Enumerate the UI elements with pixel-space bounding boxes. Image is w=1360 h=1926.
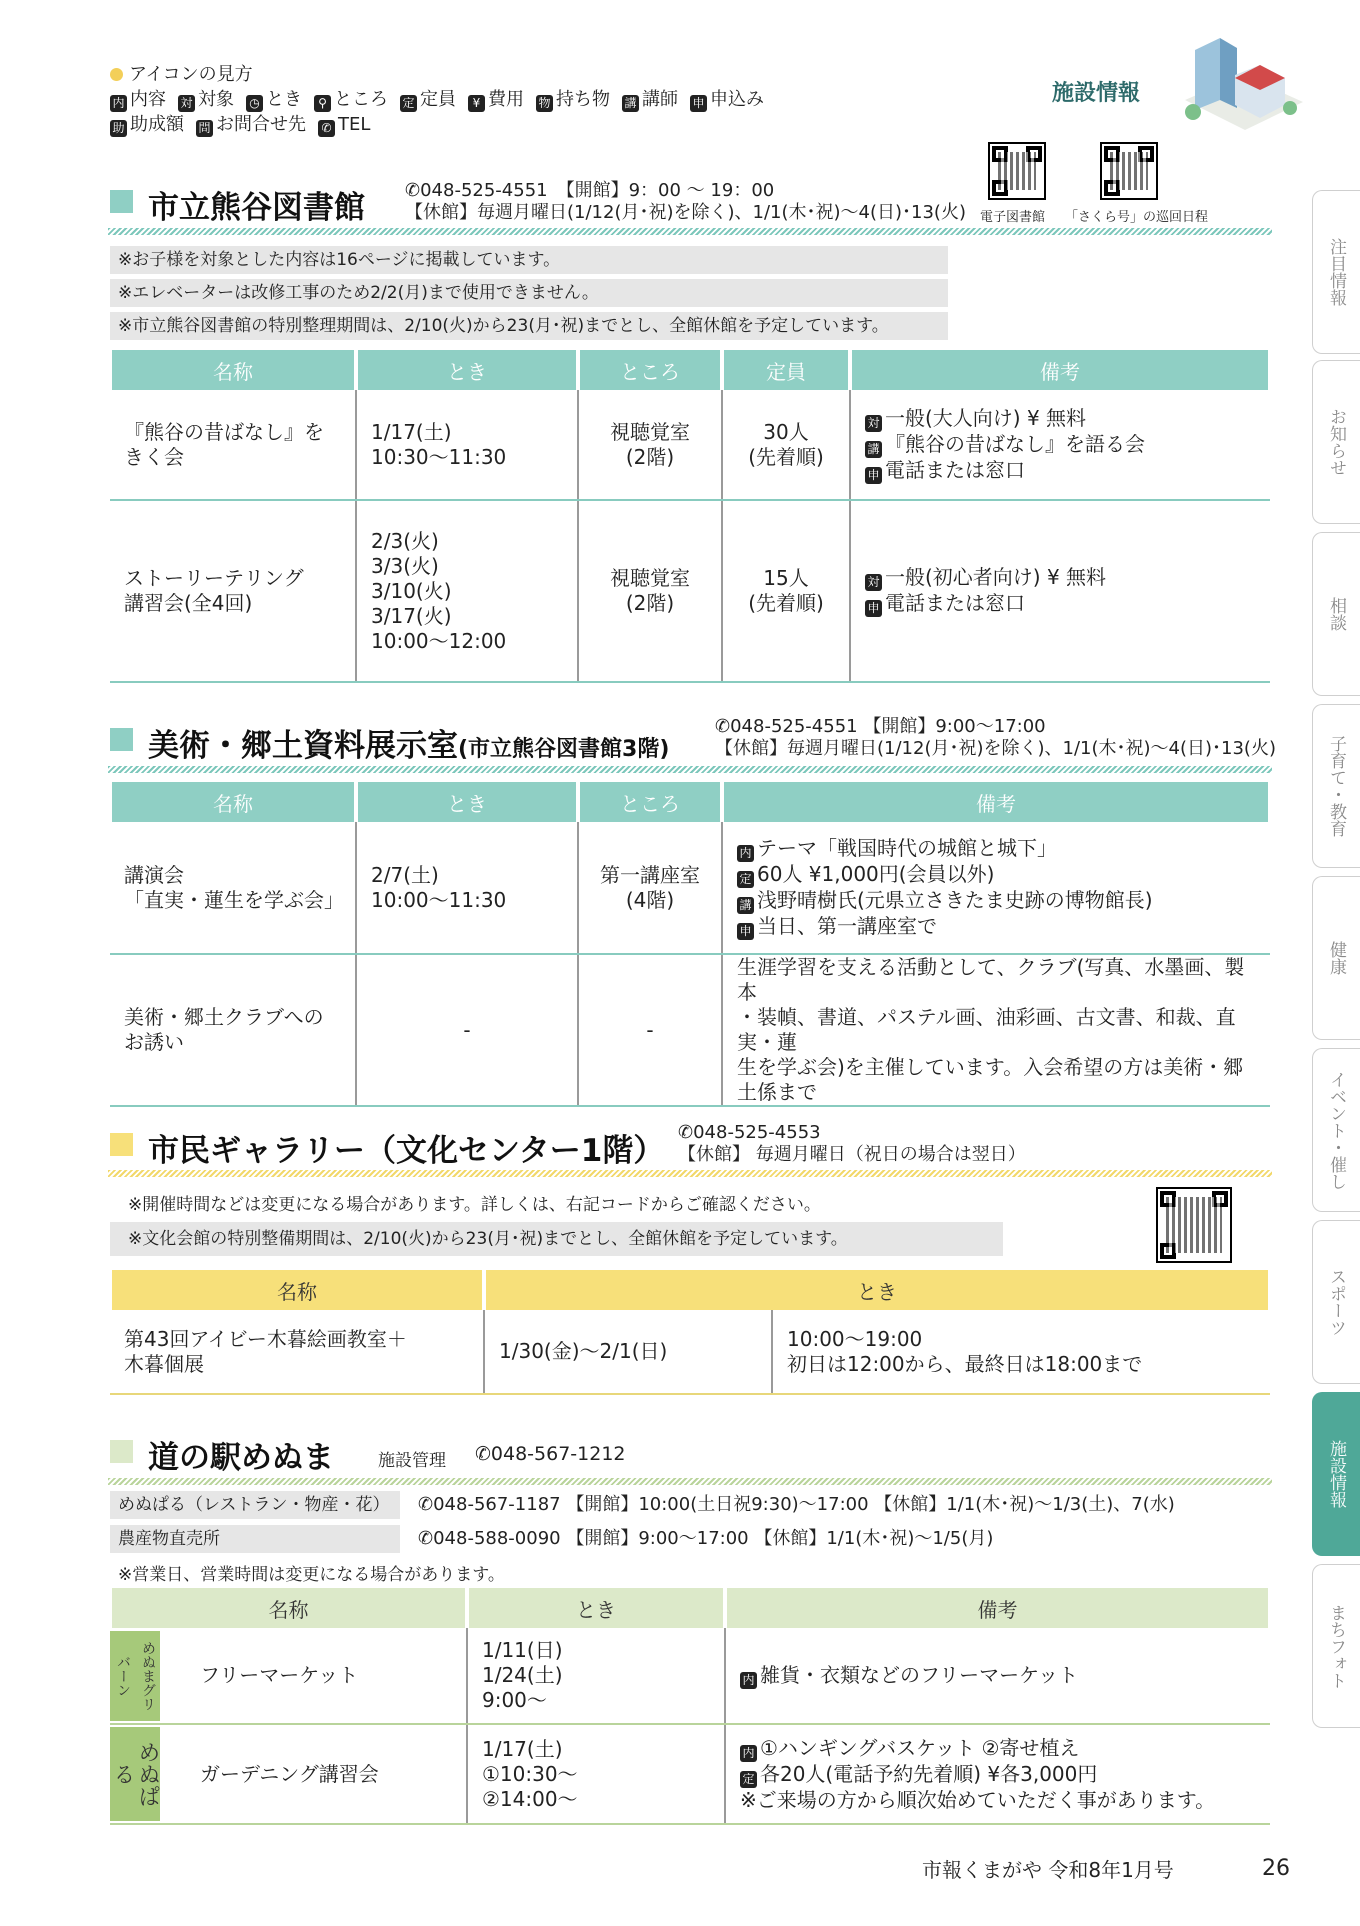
cell-line: - <box>463 1017 471 1042</box>
cell-line: 10:00～19:00 <box>787 1326 923 1351</box>
legend-label: 助成額 <box>130 114 184 135</box>
column-header: とき <box>356 350 578 390</box>
legend-icon: ⚲ <box>314 95 331 112</box>
hours: 【開館】9:00～17:00 <box>863 716 1046 737</box>
legend-label: 持ち物 <box>556 89 610 110</box>
note-icon: 申 <box>865 467 882 484</box>
cell-line: 2/3(火) <box>371 528 439 553</box>
michi-contact <box>475 1443 626 1465</box>
column-header: 名称 <box>110 782 356 822</box>
cell <box>356 390 578 500</box>
note-line <box>740 1663 1256 1689</box>
header-row <box>110 1270 1270 1310</box>
bullet-icon <box>110 68 123 81</box>
note-line <box>865 406 1256 432</box>
facility-info: ✆048-588-0090 【開館】9:00～17:00 【休館】1/1(木･祝)～1/5(月) <box>418 1528 994 1549</box>
tel: 048-567-1212 <box>490 1443 626 1465</box>
closed-days: 【休館】毎週月曜日(1/12(月･祝)を除く)、1/1(木･祝)～4(日)･13(火) <box>405 202 966 223</box>
cell-line: 3/17(火) <box>371 603 452 628</box>
note-line <box>737 836 1256 862</box>
tab-6[interactable]: スポーツ <box>1312 1220 1360 1384</box>
legend-icon: 申 <box>690 95 707 112</box>
closed-days: 【休館】毎週月曜日(1/12(月･祝)を除く)、1/1(木･祝)～4(日)･13(火) <box>715 738 1276 759</box>
table-row <box>110 1628 1270 1724</box>
legend-item <box>178 89 234 110</box>
qr-label: 「さくら号」の巡回日程 <box>1065 210 1209 225</box>
column-header: 名称 <box>110 350 356 390</box>
note-line <box>740 1736 1256 1762</box>
column-header: とき <box>467 1588 725 1628</box>
phone-icon: ✆ <box>418 1494 434 1515</box>
legend-label: 費用 <box>488 89 524 110</box>
legend-icon: ◷ <box>246 95 263 112</box>
column-header: 備考 <box>722 782 1270 822</box>
legend-label: 講師 <box>642 89 678 110</box>
facility-name: めぬぱる（レストラン・物産・花） <box>110 1491 400 1519</box>
legend-label: とき <box>266 89 302 110</box>
column-header: 備考 <box>725 1588 1270 1628</box>
cell-line: (4階) <box>625 887 675 912</box>
legend-icon: 助 <box>110 120 127 137</box>
note-icon: 対 <box>865 574 882 591</box>
note-line <box>737 914 1256 940</box>
phone-icon: ✆ <box>678 1122 694 1143</box>
cell-line: 講習会(全4回) <box>124 591 253 615</box>
cell-line: 視聴覚室 <box>610 419 690 444</box>
table-row <box>110 822 1270 954</box>
note-text: 一般(大人向け) ¥ 無料 <box>885 405 1087 430</box>
cell-line: ストーリーテリング <box>124 566 304 590</box>
icon-legend <box>110 62 776 137</box>
table-row <box>110 390 1270 500</box>
divider <box>108 766 1272 773</box>
legend-label: 内容 <box>130 89 166 110</box>
tab-0[interactable]: 注目情報 <box>1312 190 1360 354</box>
header-row <box>110 1588 1270 1628</box>
section-title: 美術・郷土資料展示室(市立熊谷図書館3階) <box>148 728 670 764</box>
note-line <box>737 955 1256 1005</box>
note-icon: 対 <box>865 415 882 432</box>
cell <box>467 1724 725 1824</box>
note-line <box>737 1055 1256 1080</box>
legend-icon: 講 <box>622 95 639 112</box>
column-header: 定員 <box>722 350 850 390</box>
note: ※開催時間などは変更になる場合があります。詳しくは、右記コードからご確認ください。 <box>128 1195 821 1215</box>
notes-cell <box>850 390 1270 500</box>
legend-item <box>196 114 306 135</box>
note-line <box>737 888 1256 914</box>
notes-cell <box>725 1628 1270 1724</box>
table-row <box>110 1724 1270 1824</box>
notes-cell <box>725 1724 1270 1824</box>
note-text: 電話または窓口 <box>885 591 1025 615</box>
legend-icon: ¥ <box>468 95 485 112</box>
legend-item <box>110 114 184 135</box>
note-line <box>865 591 1256 617</box>
tel: 048-525-4551 <box>730 716 858 737</box>
cell-line: 1/17(土) <box>371 419 452 444</box>
note-icon: 定 <box>740 1771 757 1788</box>
legend-label: TEL <box>338 114 371 135</box>
cell-line: 3/10(火) <box>371 578 452 603</box>
note-line <box>737 1080 1256 1105</box>
note-text: 当日、第一講座室で <box>757 913 937 938</box>
tab-2[interactable]: 相談 <box>1312 532 1360 696</box>
note-icon: 定 <box>737 871 754 888</box>
cell-line: ①10:30～ <box>481 1761 578 1786</box>
note-icon: 申 <box>737 923 754 940</box>
section-marker <box>110 1440 133 1463</box>
qr-code-ebook[interactable] <box>988 142 1046 200</box>
cell-line: きく会 <box>124 444 184 469</box>
cell <box>110 500 356 682</box>
table-row <box>110 1310 1270 1394</box>
legend-item <box>246 89 302 110</box>
header-row <box>110 782 1270 822</box>
column-header: とき <box>356 782 578 822</box>
michi-table <box>108 1588 1272 1825</box>
library-contact <box>405 180 966 224</box>
notes-cell <box>850 500 1270 682</box>
cell <box>722 500 850 682</box>
cell-line: 視聴覚室 <box>610 566 690 590</box>
column-header: ところ <box>578 782 722 822</box>
section-title: 道の駅めぬま <box>148 1440 334 1476</box>
divider <box>108 1478 1272 1485</box>
cell-line: 10:00～12:00 <box>371 628 507 653</box>
gallery-contact <box>678 1122 1026 1166</box>
column-header: とき <box>484 1270 1270 1310</box>
facility-name: 農産物直売所 <box>110 1525 400 1553</box>
legend-icon: 内 <box>110 95 127 112</box>
library-table <box>108 350 1272 683</box>
legend-icon: 対 <box>178 95 195 112</box>
legend-item <box>536 89 610 110</box>
phone-icon: ✆ <box>405 180 421 201</box>
cell <box>356 822 578 954</box>
cell <box>356 954 578 1106</box>
column-header: ところ <box>578 350 722 390</box>
note-icon: 講 <box>737 897 754 914</box>
cell <box>578 390 722 500</box>
legend-icon: 定 <box>400 95 417 112</box>
qr-code-gallery[interactable] <box>1156 1187 1232 1263</box>
cell <box>467 1628 725 1724</box>
note-text: ①ハンギングバスケット ②寄せ植え <box>759 1735 1080 1760</box>
cell-line: (2階) <box>625 591 675 615</box>
note-text: 生涯学習を支える活動として、クラブ(写真、水墨画、製本 <box>737 955 1245 1004</box>
column-header: 名称 <box>110 1588 467 1628</box>
legend-row <box>110 87 776 112</box>
tab-7[interactable]: 施設情報 <box>1312 1392 1360 1556</box>
note-text: 電話または窓口 <box>885 457 1025 482</box>
cell <box>110 1310 484 1394</box>
note: ※市立熊谷図書館の特別整理期間は、2/10(火)から23(月･祝)までとし、全館休館を予定しています。 <box>110 312 948 340</box>
section-marker <box>110 728 133 751</box>
legend-label: お問合せ先 <box>216 114 306 135</box>
cell-line: ②14:00～ <box>481 1786 578 1811</box>
note-text: ・装幀、書道、パステル画、油彩画、古文書、和裁、直実・蓮 <box>737 1005 1236 1054</box>
table-row <box>110 954 1270 1106</box>
cell <box>356 500 578 682</box>
legend-label: 申込み <box>710 89 764 110</box>
note-line <box>740 1788 1256 1813</box>
tab-1[interactable]: お知らせ <box>1312 360 1360 524</box>
cell-line: 10:30～11:30 <box>371 444 507 469</box>
note: ※文化会館の特別整備期間は、2/10(火)から23(月･祝)までとし、全館休館を予定しています。 <box>110 1222 1003 1256</box>
legend-label: ところ <box>334 89 388 110</box>
cell-line: お誘い <box>124 1030 184 1054</box>
museum-contact <box>715 716 1276 760</box>
note-text: テーマ「戦国時代の城館と城下」 <box>757 835 1057 860</box>
table-row <box>110 500 1270 682</box>
cell-line: 第一講座室 <box>600 862 700 887</box>
side-label: めぬぱる <box>110 1727 160 1821</box>
legend-icon: ✆ <box>318 120 335 137</box>
note-line <box>737 862 1256 888</box>
note-text: 一般(初心者向け) ¥ 無料 <box>885 565 1107 589</box>
note-icon: 講 <box>865 441 882 458</box>
legend-title: アイコンの見方 <box>129 64 253 85</box>
building-illustration-icon <box>1175 30 1305 140</box>
cell <box>110 390 356 500</box>
legend-item <box>314 89 388 110</box>
phone-icon: ✆ <box>715 716 731 737</box>
legend-row <box>110 112 776 137</box>
legend-icon: 問 <box>196 120 213 137</box>
cell: 1/30(金)～2/1(日) <box>484 1310 772 1394</box>
tel: 048-525-4551 <box>420 180 548 201</box>
tab-3[interactable]: 子育て・教育 <box>1312 704 1360 868</box>
cell <box>722 390 850 500</box>
note-icon: 申 <box>865 600 882 617</box>
legend-item <box>622 89 678 110</box>
phone-icon: ✆ <box>475 1443 491 1465</box>
note-text: ※ご来場の方から順次始めていただく事があります。 <box>739 1787 1216 1812</box>
cell <box>110 954 356 1106</box>
cell-line: 「直実・蓮生を学ぶ会」 <box>124 887 344 912</box>
side-label-cell <box>110 1628 160 1724</box>
page-number: 26 <box>1262 1856 1290 1881</box>
cell <box>578 822 722 954</box>
note-text: 60人 ¥1,000円(会員以外) <box>757 861 995 886</box>
note: ※お子様を対象とした内容は16ページに掲載しています。 <box>110 246 948 274</box>
tab-4[interactable]: 健康 <box>1312 876 1360 1040</box>
note-line <box>865 458 1256 484</box>
note-line <box>737 1005 1256 1055</box>
qr-label: 電子図書館 <box>980 210 1046 225</box>
cell <box>578 954 722 1106</box>
cell-line: - <box>646 1017 654 1042</box>
note-line <box>740 1762 1256 1788</box>
section-marker <box>110 190 133 213</box>
notes-cell <box>722 954 1270 1106</box>
footer-title: 市報くまがや 令和8年1月号 <box>922 1858 1174 1882</box>
tab-5[interactable]: イベント・催し <box>1312 1048 1360 1212</box>
notes-cell <box>722 822 1270 954</box>
section-title: 市民ギャラリー（文化センター1階） <box>148 1133 665 1169</box>
note-icon: 内 <box>740 1672 757 1689</box>
hours: 【開館】9：00 ～ 19：00 <box>565 180 775 201</box>
legend-label: 定員 <box>420 89 456 110</box>
cell-line: 講演会 <box>124 862 184 887</box>
note-text: 土係まで <box>737 1080 817 1104</box>
closed-days: 【休館】 毎週月曜日（祝日の場合は翌日） <box>678 1144 1026 1165</box>
cell-line: 30人 <box>763 419 809 444</box>
cell-line: 3/3(火) <box>371 553 439 578</box>
cell-line: 木暮個展 <box>124 1351 204 1376</box>
cell-line: (2階) <box>625 444 675 469</box>
tel: 048-525-4553 <box>693 1122 821 1143</box>
cell-line: 1/17(土) <box>481 1736 563 1761</box>
qr-code-sakura[interactable] <box>1100 142 1158 200</box>
cell-line: 『熊谷の昔ばなし』を <box>124 419 324 444</box>
legend-icon: 物 <box>536 95 553 112</box>
cell-line: 初日は12:00から、最終日は18:00まで <box>787 1351 1143 1376</box>
cell-line: 第43回アイビー木暮絵画教室＋ <box>124 1326 407 1351</box>
legend-item <box>468 89 524 110</box>
gallery-table <box>108 1270 1272 1395</box>
tab-8[interactable]: まちフォト <box>1312 1564 1360 1728</box>
note-text: 生を学ぶ会)を主催しています。入会希望の方は美術・郷 <box>737 1055 1244 1079</box>
facility-info: ✆048-567-1187 【開館】10:00(土日祝9:30)～17:00 【休館】1/1(木･祝)～1/3(土)、7(水) <box>418 1494 1175 1515</box>
side-label-cell <box>110 1724 160 1824</box>
legend-label: 対象 <box>198 89 234 110</box>
note: ※エレベーターは改修工事のため2/2(月)まで使用できません。 <box>110 279 948 307</box>
museum-table <box>108 782 1272 1107</box>
section-title: 市立熊谷図書館 <box>148 190 365 226</box>
cell-line: 1/11(日) <box>481 1638 563 1662</box>
cell <box>772 1310 1270 1394</box>
cell-line: 1/24(土) <box>481 1663 563 1687</box>
column-header: 名称 <box>110 1270 484 1310</box>
cell-line: (先着順) <box>748 591 824 615</box>
side-label: めぬまグリバーン <box>110 1631 160 1721</box>
note-line <box>865 432 1256 458</box>
cell <box>578 500 722 682</box>
cell-line: 美術・郷土クラブへの <box>124 1005 324 1029</box>
column-header: 備考 <box>850 350 1270 390</box>
cell: ガーデニング講習会 <box>160 1724 467 1824</box>
note-icon: 内 <box>740 1745 757 1762</box>
note-text: 各20人(電話予約先着順) ¥各3,000円 <box>759 1761 1098 1786</box>
divider <box>108 228 1272 235</box>
legend-item <box>110 89 166 110</box>
note-icon: 内 <box>737 845 754 862</box>
cell: フリーマーケット <box>160 1628 467 1724</box>
cell-line: 10:00～11:30 <box>371 887 507 912</box>
phone-icon: ✆ <box>418 1528 434 1549</box>
cell-line: 15人 <box>763 566 809 590</box>
note-text: 浅野晴樹氏(元県立さきたま史跡の博物館長) <box>757 887 1153 912</box>
divider <box>108 1170 1272 1177</box>
cell-line: (先着順) <box>748 444 824 469</box>
cell <box>110 822 356 954</box>
note-line <box>865 565 1256 591</box>
note-text: 雑貨・衣類などのフリーマーケット <box>759 1662 1079 1687</box>
header-row <box>110 350 1270 390</box>
cell-line: 2/7(土) <box>371 862 439 887</box>
legend-item <box>690 89 764 110</box>
section-marker <box>110 1133 133 1156</box>
note: ※営業日、営業時間は変更になる場合があります。 <box>118 1565 505 1585</box>
legend-item <box>318 114 370 135</box>
note-text: 『熊谷の昔ばなし』を語る会 <box>885 431 1145 456</box>
cell-line: 9:00～ <box>481 1688 547 1712</box>
legend-item <box>400 89 456 110</box>
management-label: 施設管理 <box>378 1451 446 1471</box>
section-label: 施設情報 <box>1052 81 1141 106</box>
